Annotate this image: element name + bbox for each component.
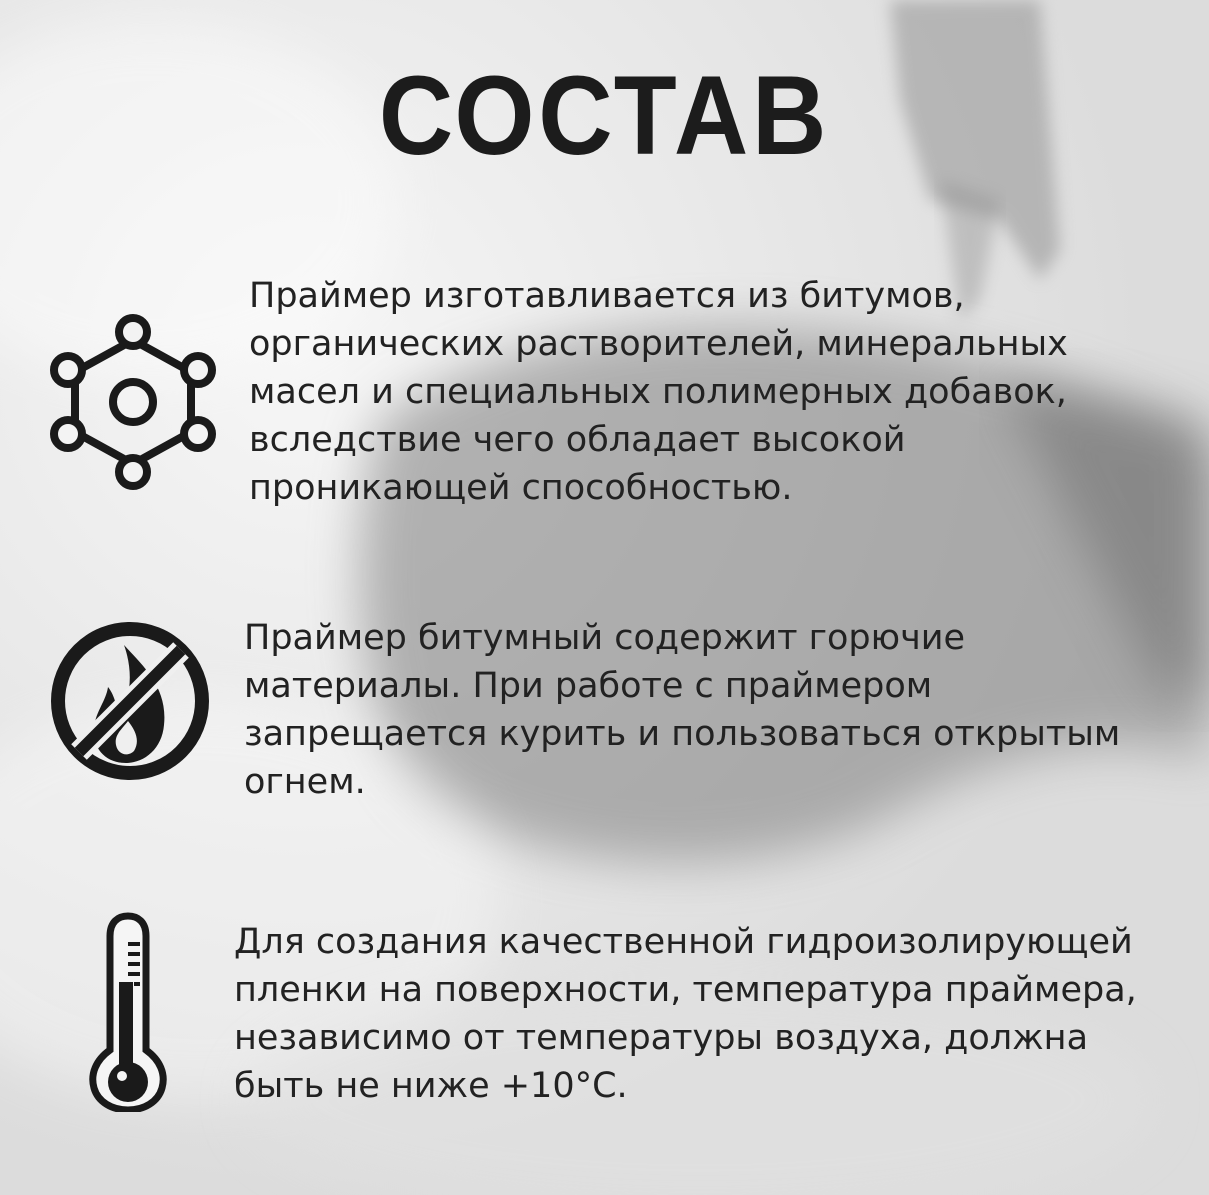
- text-line: органических растворителей, минеральных: [249, 324, 1068, 364]
- text-line: независимо от температуры воздуха, должна: [234, 1018, 1089, 1058]
- thermometer-icon: [88, 912, 168, 1112]
- no-fire-icon: [46, 617, 214, 785]
- temperature-text: [234, 918, 1137, 1110]
- molecule-icon: [48, 312, 218, 492]
- text-line: проникающей способностью.: [249, 468, 793, 508]
- text-line: масел и специальных полимерных добавок,: [249, 372, 1067, 412]
- text-line: материалы. При работе с праймером: [244, 666, 933, 706]
- page-title: СОСТАВ: [378, 53, 831, 178]
- text-line: огнем.: [244, 762, 366, 802]
- text-line: быть не ниже +10°С.: [234, 1066, 628, 1106]
- text-line: Для создания качественной гидроизолирующей: [234, 922, 1133, 962]
- text-line: запрещается курить и пользоваться открытым: [244, 714, 1121, 754]
- text-line: пленки на поверхности, температура праймера,: [234, 970, 1137, 1010]
- text-line: Праймер битумный содержит горючие: [244, 618, 966, 658]
- safety-text: [244, 614, 1120, 806]
- text-line: Праймер изготавливается из битумов,: [249, 276, 965, 316]
- text-line: вследствие чего обладает высокой: [249, 420, 906, 460]
- composition-text: [249, 272, 1068, 512]
